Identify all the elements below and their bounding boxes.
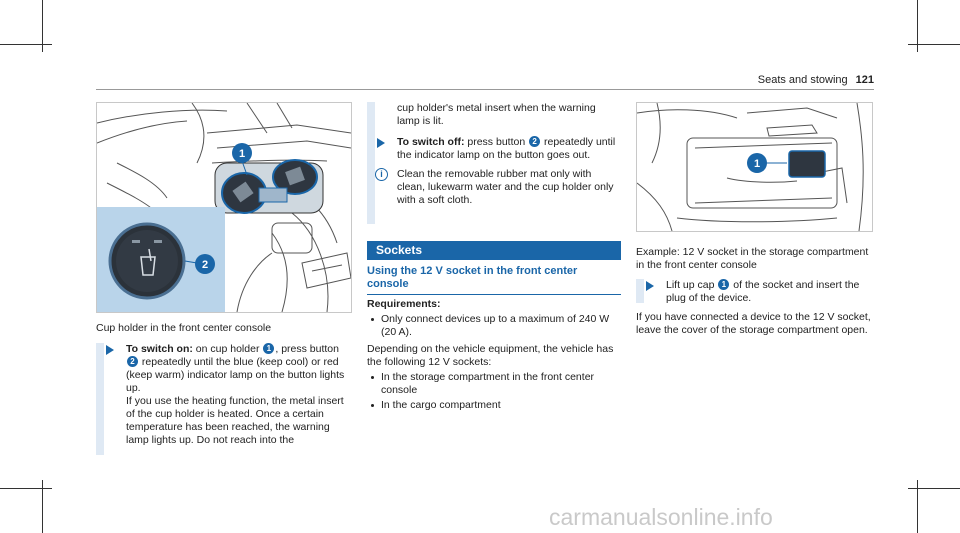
- socket-figure: [636, 102, 873, 232]
- callout-1: 1: [753, 158, 761, 170]
- action-arrow-icon: [106, 345, 114, 355]
- socket-illustration: [637, 103, 872, 231]
- crop-mark: [42, 0, 43, 52]
- heating-info: If you use the heating function, the metal insert of the cup holder is heated. Once a certain temperature has been reached, the warning lamp lights up. Do not reach into the: [126, 395, 344, 446]
- right-column: [636, 279, 876, 337]
- crop-mark: [0, 44, 52, 45]
- section-title: Seats and stowing: [757, 74, 848, 86]
- cup-holder-illustration: [97, 103, 351, 312]
- list-item: Only connect devices up to a maximum of 240 W (20 A).: [367, 313, 621, 339]
- header-rule: [96, 89, 874, 90]
- step-title: To switch off:: [397, 136, 465, 148]
- action-arrow-icon: [377, 138, 385, 148]
- ref-1: 1: [718, 279, 729, 290]
- sockets-list: [367, 371, 621, 412]
- crop-mark: [908, 488, 960, 489]
- note-text: Clean the removable rubber mat only with clean, lukewarm water and the cup holder only with a soft cloth.: [397, 168, 614, 206]
- info-icon: i: [375, 168, 388, 181]
- figure-caption-socket: Example: 12 V socket in the storage compartment in the front center console: [636, 246, 869, 271]
- watermark: carmanualsonline.info: [549, 504, 773, 530]
- switch-on-block: [96, 343, 350, 453]
- crop-mark: [42, 480, 43, 533]
- closing-text: If you have connected a device to the 12 V socket, leave the cover of the storage compartment open.: [636, 311, 871, 336]
- crop-mark: [0, 488, 52, 489]
- list-item: In the cargo compartment: [367, 399, 621, 412]
- continued-text: cup holder's metal insert when the warning lamp is lit.: [397, 102, 596, 127]
- middle-column: [367, 102, 621, 207]
- crop-mark: [917, 0, 918, 52]
- step-title: To switch on:: [126, 343, 193, 355]
- crop-mark: [917, 480, 918, 533]
- page-number: 121: [855, 74, 874, 86]
- ref-2: 2: [127, 356, 138, 367]
- list-item: In the storage compartment in the front center console: [367, 371, 621, 397]
- section-heading-sockets: Sockets: [367, 241, 621, 260]
- figure-caption-cup-holder: Cup holder in the front center console: [96, 322, 272, 334]
- crop-mark: [908, 44, 960, 45]
- cup-holder-figure: [96, 102, 352, 313]
- action-arrow-icon: [646, 281, 654, 291]
- step-lift-cap: Lift up cap 1 of the socket and insert the plug of the device.: [636, 279, 876, 305]
- subsection-heading: Using the 12 V socket in the front center console: [367, 265, 621, 295]
- requirements-block: [367, 298, 621, 416]
- requirements-list: [367, 313, 621, 339]
- step-switch-on: To switch on: on cup holder 1 , press button 2 repeatedly until the blue (keep cool) or red (keep warm) indicator lamp on the button lights up. If you use the heating function, the metal insert of the cup holder is heated. Once a certain temperature has been reached, the warning lamp lights up. Do not reach into the: [96, 343, 350, 447]
- ref-1: 1: [263, 343, 274, 354]
- page-header: [758, 74, 874, 86]
- requirements-label: Requirements:: [367, 298, 441, 310]
- note: [367, 168, 621, 207]
- depending-text: Depending on the vehicle equipment, the vehicle has the following 12 V sockets:: [367, 343, 614, 368]
- step-switch-off: To switch off: press button 2 repeatedly until the indicator lamp on the button goes out.: [367, 136, 621, 162]
- callout-1: 1: [238, 148, 246, 160]
- ref-2: 2: [529, 136, 540, 147]
- callout-2: 2: [201, 259, 209, 271]
